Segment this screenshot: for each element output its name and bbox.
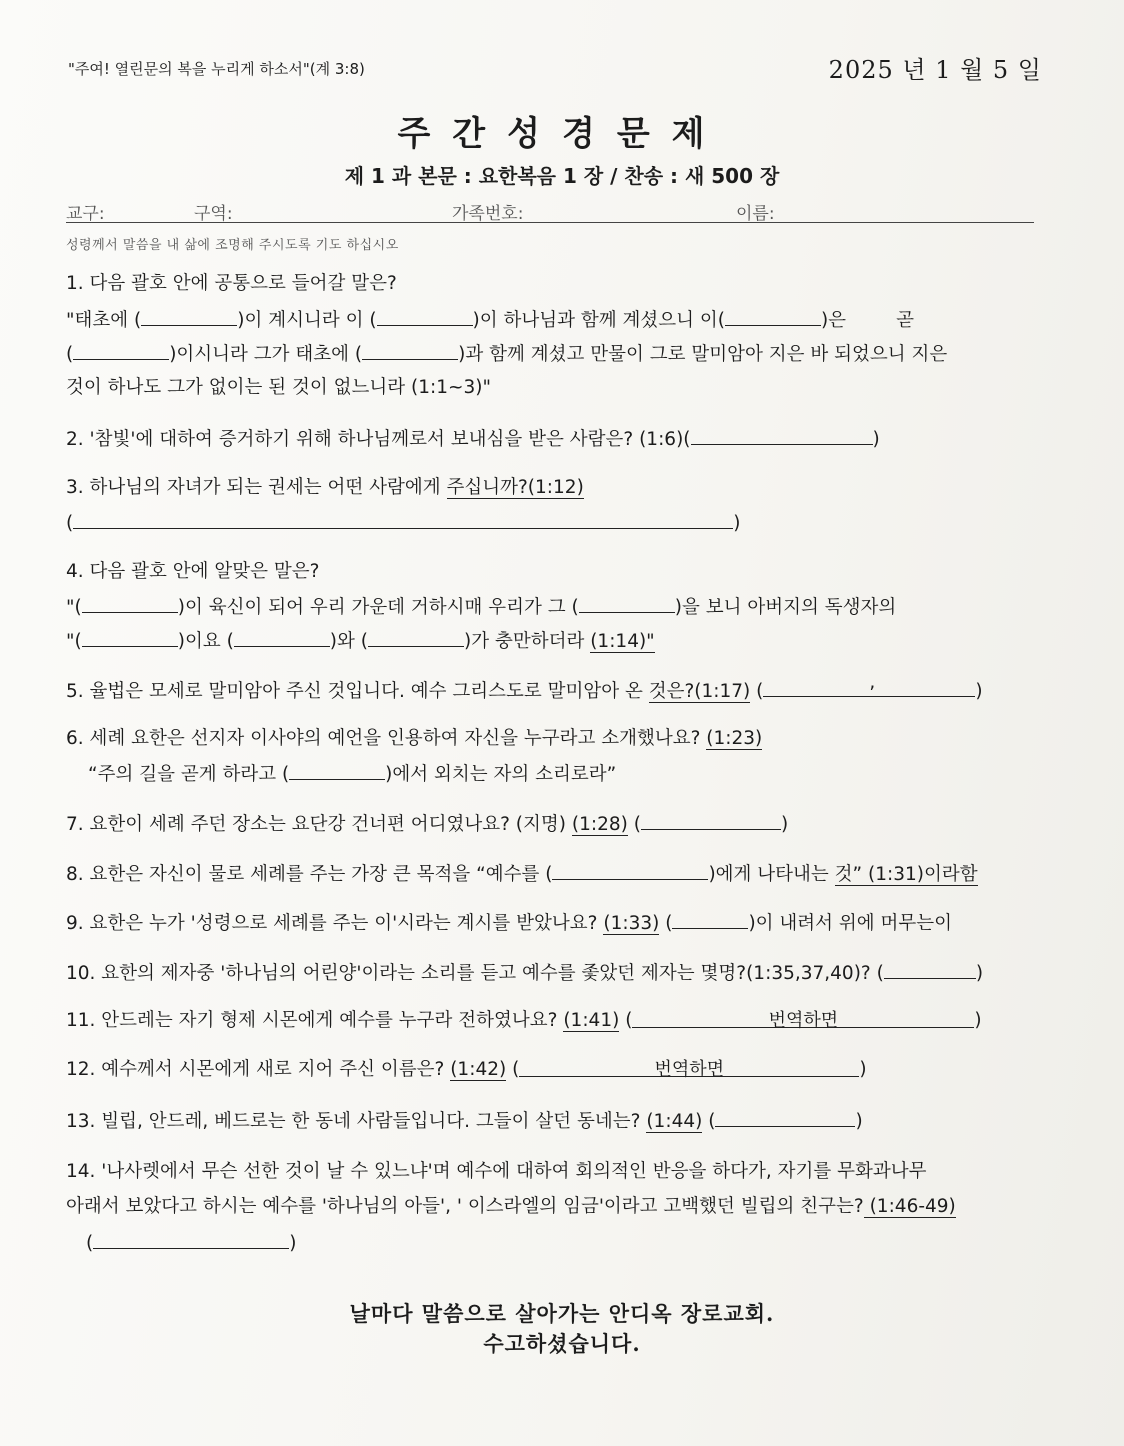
q13-text: 13. 빌립, 안드레, 베드로는 한 동네 사람들입니다. 그들이 살던 동네는? <box>66 1111 647 1132</box>
q11-translation-label: 번역하면 <box>768 1010 839 1031</box>
q9-blank[interactable] <box>672 910 748 929</box>
parish-label: 교구: <box>66 204 105 224</box>
q4-text-g: )가 충만하더라 <box>463 631 591 652</box>
q3-ref: 주십니까?(1:12) <box>446 477 584 498</box>
q12-translation-label: 번역하면 <box>654 1059 725 1080</box>
q3-close: ) <box>733 513 741 534</box>
q12-blank[interactable] <box>519 1058 859 1080</box>
q6-text-c: )에서 외치는 자의 소리로라” <box>385 764 617 785</box>
q4-text-d: "( <box>66 631 82 652</box>
q4-blank-2[interactable] <box>579 594 675 613</box>
q1-text-f: ( <box>66 344 74 365</box>
q9-open: ( <box>659 913 673 934</box>
q6-blank[interactable] <box>289 761 385 780</box>
q12-close: ) <box>859 1059 867 1080</box>
closing-line-1: 날마다 말씀으로 살아가는 안디옥 장로교회. <box>349 1301 775 1326</box>
q1-blank-1[interactable] <box>141 307 237 326</box>
q14-blank[interactable] <box>93 1230 289 1249</box>
question-1-line-3: 것이 하나도 그가 없이는 된 것이 없느니라 (1:1~3)" <box>66 377 491 398</box>
question-6-line-2 <box>88 761 616 788</box>
q4-text-e: )이요 ( <box>177 631 234 652</box>
q14-close: ) <box>289 1233 297 1254</box>
q12-open: ( <box>506 1059 520 1080</box>
q12-ref: (1:42) <box>450 1059 507 1080</box>
q8-ref: 것” (1:31)이라함 <box>834 864 978 885</box>
q5-ref: 것은?(1:17) <box>648 681 751 702</box>
q10-blank[interactable] <box>884 960 976 979</box>
question-11 <box>66 1009 982 1034</box>
q11-close: ) <box>974 1010 982 1031</box>
question-4-prompt: 4. 다음 괄호 안에 알맞은 말은? <box>66 561 320 582</box>
q7-open: ( <box>627 814 641 835</box>
q10-text: 10. 요한의 제자중 '하나님의 어린양'이라는 소리를 듣고 예수를 좇았던 제자는 몇명?(1:35,37,40)? ( <box>66 963 884 984</box>
q8-text: 8. 요한은 자신이 물로 세례를 주는 가장 큰 목적을 “예수를 ( <box>66 864 553 885</box>
q1-text-c: )이 하나님과 함께 계셨으니 이( <box>472 310 725 331</box>
q4-blank-3[interactable] <box>82 628 178 647</box>
q10-close: ) <box>975 963 984 984</box>
q6-ref: (1:23) <box>706 728 763 749</box>
q1-text-a: "태초에 ( <box>66 310 142 331</box>
district-label: 구역: <box>194 204 233 224</box>
q11-ref: (1:41) <box>563 1010 620 1031</box>
question-14-line-2 <box>66 1195 956 1220</box>
q11-blank[interactable] <box>632 1009 974 1031</box>
q9-text-b: )이 내려서 위에 머무는이 <box>748 913 953 934</box>
q1-text-g: )이시니라 그가 태초에 ( <box>169 344 363 365</box>
q8-blank[interactable] <box>552 861 708 880</box>
page-title: 주간성경문제 <box>397 114 727 154</box>
q4-text-c: )을 보니 아버지의 독생자의 <box>674 597 897 618</box>
q14-ref: (1:46-49) <box>863 1196 956 1217</box>
q2-blank[interactable] <box>691 426 873 445</box>
q1-blank-5[interactable] <box>362 341 458 360</box>
q4-text-b: )이 육신이 되어 우리 가운데 거하시매 우리가 그 ( <box>177 597 579 618</box>
q11-open: ( <box>619 1010 633 1031</box>
q13-close: ) <box>855 1111 863 1132</box>
q4-text-a: "( <box>66 597 82 618</box>
question-4-line-2 <box>66 628 655 655</box>
q13-blank[interactable] <box>715 1108 855 1127</box>
family-number-label: 가족번호: <box>452 204 524 224</box>
q7-text: 7. 요한이 세례 주던 장소는 요단강 건너편 어디였나요? (지명) <box>66 814 572 835</box>
question-3-answer <box>66 510 740 537</box>
q4-text-f: )와 ( <box>329 631 368 652</box>
q1-blank-4[interactable] <box>73 341 169 360</box>
question-9 <box>66 910 952 937</box>
q12-text: 12. 예수께서 시몬에게 새로 지어 주신 이름은? <box>66 1059 451 1080</box>
q14-open: ( <box>86 1233 94 1254</box>
question-3 <box>66 476 584 501</box>
q5-comma: , <box>869 672 876 694</box>
q4-blank-4[interactable] <box>234 628 330 647</box>
question-1-line-2 <box>66 341 947 368</box>
motto: "주여! 열린문의 복을 누리게 하소서"(계 3:8) <box>68 60 365 78</box>
question-8 <box>66 861 978 888</box>
q1-text-e: 곧 <box>896 310 914 331</box>
q8-text-b: )에게 나타내는 <box>708 864 835 885</box>
q9-text: 9. 요한은 누가 '성령으로 세례를 주는 이'시라는 계시를 받았나요? <box>66 913 604 934</box>
q6-text: 6. 세례 요한은 선지자 이사야의 예언을 인용하여 자신을 누구라고 소개했나요? <box>66 728 707 749</box>
q11-text: 11. 안드레는 자기 형제 시몬에게 예수를 누구라 전하였나요? <box>66 1010 564 1031</box>
q5-close: ) <box>975 681 983 702</box>
q14-text: 아래서 보았다고 하시는 예수를 '하나님의 아들', ' 이스라엘의 임금'이라고 고백했던 빌립의 친구는? <box>66 1196 864 1217</box>
prayer-note: 성령께서 말씀을 내 삶에 조명해 주시도록 기도 하십시오 <box>66 238 399 253</box>
q13-ref: (1:44) <box>646 1111 703 1132</box>
q3-blank[interactable] <box>73 510 733 529</box>
question-7 <box>66 811 788 838</box>
q9-ref: (1:33) <box>603 913 660 934</box>
q4-blank-5[interactable] <box>368 628 464 647</box>
q1-text-b: )이 계시니라 이 ( <box>237 310 377 331</box>
closing-line-2: 수고하셨습니다. <box>483 1331 641 1356</box>
question-1-line-1 <box>66 307 914 334</box>
question-14-answer <box>86 1230 296 1257</box>
q7-blank[interactable] <box>641 811 781 830</box>
q2-close: ) <box>872 429 880 450</box>
info-row <box>66 198 1034 223</box>
question-4-line-1 <box>66 594 896 621</box>
lesson-subtitle: 제 1 과 본문 : 요한복음 1 장 / 찬송 : 새 500 장 <box>344 164 780 188</box>
q5-open: ( <box>750 681 764 702</box>
question-6 <box>66 727 762 752</box>
q7-close: ) <box>780 814 789 835</box>
question-1-prompt: 1. 다음 괄호 안에 공통으로 들어갈 말은? <box>66 273 397 294</box>
q4-blank-1[interactable] <box>82 594 178 613</box>
question-12 <box>66 1058 867 1083</box>
q1-text-d: )은 <box>820 310 847 331</box>
q4-ref: (1:14)" <box>590 631 655 652</box>
q1-text-h: )과 함께 계셨고 만물이 그로 말미암아 지은 바 되었으니 지은 <box>458 344 948 365</box>
q5-text: 5. 율법은 모세로 말미암아 주신 것입니다. 예수 그리스도로 말미암아 온 <box>66 681 649 702</box>
q5-blank[interactable] <box>763 672 975 697</box>
question-14-line-1: 14. '나사렛에서 무슨 선한 것이 날 수 있느냐'며 예수에 대하여 회의적인 반응을 하다가, 자기를 무화과나무 <box>66 1161 927 1182</box>
q6-text-b: “주의 길을 곧게 하라고 ( <box>88 764 290 785</box>
q3-open: ( <box>66 513 74 534</box>
q1-blank-2[interactable] <box>377 307 473 326</box>
date: 2025 년 1 월 5 일 <box>828 56 1042 84</box>
question-5 <box>66 672 983 705</box>
q2-text: 2. '참빛'에 대하여 증거하기 위해 하나님께로서 보내심을 받은 사람은? (1:6)( <box>66 429 691 450</box>
q7-ref: (1:28) <box>571 814 628 835</box>
question-10 <box>66 960 983 987</box>
question-2 <box>66 426 880 453</box>
name-label: 이름: <box>736 204 775 224</box>
q1-blank-3[interactable] <box>725 307 821 326</box>
q13-open: ( <box>702 1111 716 1132</box>
question-13 <box>66 1108 863 1135</box>
q3-text: 3. 하나님의 자녀가 되는 권세는 어떤 사람에게 <box>66 477 447 498</box>
